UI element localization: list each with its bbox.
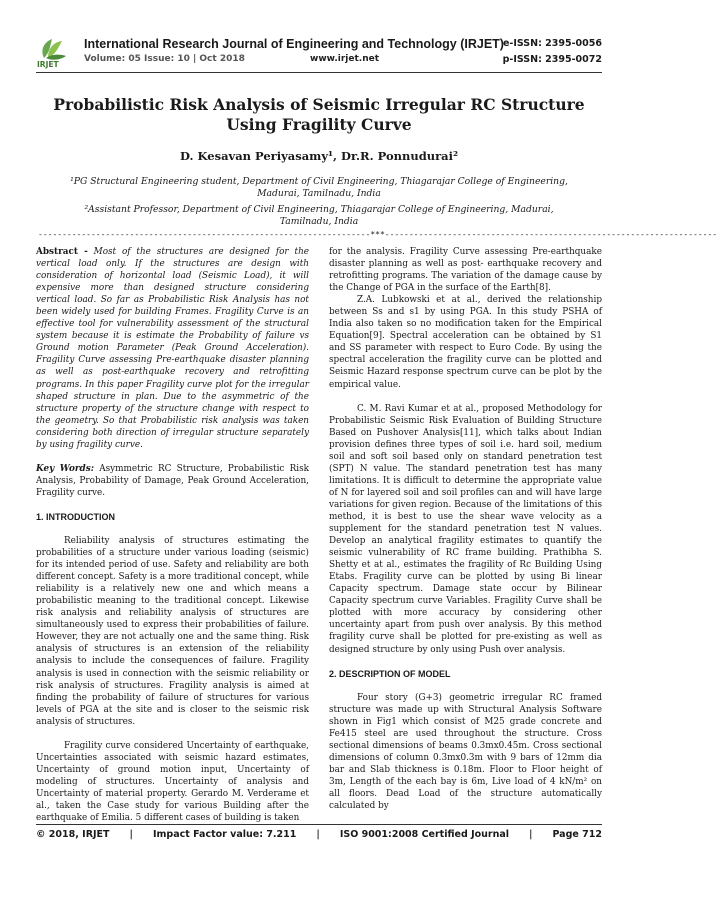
e-issn: e-ISSN: 2395-0056	[502, 38, 602, 49]
footer-iso: ISO 9001:2008 Certified Journal	[339, 829, 510, 840]
header-rule	[36, 72, 602, 73]
affiliation-1: ¹PG Structural Engineering student, Department of Civil Engineering, Thiagarajar College of Engineering, Madurai, Tamilnadu, India	[70, 176, 568, 199]
p-issn: p-ISSN: 2395-0072	[502, 54, 602, 65]
footer-rule	[36, 824, 602, 825]
continued-paragraph: for the analysis. Fragility Curve assessing Pre-earthquake disaster planning as well as post- earthquake recovery and retrofitting programs. The variation of the damage cause by the Change of PGA in the surface of the Earth[8].	[329, 247, 602, 294]
ravi-kumar-paragraph: C. M. Ravi Kumar et at al., proposed Methodology for Probabilistic Seismic Risk Evaluation of Building Structure Based on Pushover Analysis[11], which talks about Indian provision defines three types of soil i.e. hard soil, medium soil and soft soil based only on standard penetration test (SPT) N value. The standard penetration test has many limitations. It is difficult to determine the appropriate value of N for layered soil and soil profiles can and will have large variations for given region. Because of the limitations of this method, it is best to use the shear wave velocity as a supplement for the standard penetration test N values. Develop an analytical fragility estimates to quantify the seismic vulnerability of RC frame building. Prathibha S. Shetty et at al., estimates the fragility of Rc Building Using Etabs. Fragility curve can be plotted by using Bi linear Capacity spectrum. Damage state occur by Bilinear Capacity spectrum curve Variables. Fragility Curve shall be plotted with more accuracy by considering other uncertainty apart from push over analysis. By this method fragility curve shall be plotted for pre-existing as well as designed structure by only using Push over analysis.	[329, 403, 602, 655]
footer-separator: |	[129, 829, 133, 840]
model-description-paragraph: Four story (G+3) geometric irregular RC framed structure was made up with Structural Analysis Software shown in Fig1 which consist of M25 grade concrete and Fe415 steel are used throughout the structure. Cross sectional dimensions of beams 0.3mx0.45m. Cross sectional dimensions of column 0.3mx0.3m with 9 bars of 12mm dia bar and Slab thickness is 0.18m. Floor to Floor height of 3m, Length of the each bay is 6m, Live load of 4 kN/m² on all floors. Dead Load of the structure automatically calculated by	[329, 692, 602, 812]
abstract-label: Abstract -	[36, 247, 88, 257]
section-heading-introduction: 1. INTRODUCTION	[36, 511, 116, 522]
footer-copyright: © 2018, IRJET	[36, 829, 110, 840]
keywords-text: Asymmetric RC Structure, Probabilistic Risk Analysis, Probability of Damage, Peak Ground Acceleration, Fragility curve.	[36, 463, 309, 498]
page-footer	[36, 829, 602, 840]
footer-impact-factor: Impact Factor value: 7.211	[152, 829, 297, 840]
abstract	[36, 246, 309, 451]
lubkowski-paragraph: Z.A. Lubkowski et at al., derived the relationship between Ss and s1 by using PGA. In this study PSHA of India also taken so no modification taken for the Empirical Equation[9]. Spectral acceleration can be obtained by S1 and SS parameter with respect to Euro Code. By using the spectral acceleration the fragility curve can be plotted and Seismic Hazard response spectrum curve can be plot by the empirical value.	[329, 295, 602, 390]
journal-website[interactable]: www.irjet.net	[310, 54, 380, 64]
abstract-text: Most of the structures are designed for the vertical load only. If the structures are design with consideration of horizontal load (Seismic Load), it will expensive more than designed structure considering vertical load. So far as Probabilistic Risk Analysis has not been widely used for building Frames. Fragility Curve is an effective tool for vulnerability assessment of the structural system because it is estimate the Probability of failure vs Ground motion Parameter (Peak Ground Acceleration). Fragility Curve assessing Pre-earthquake disaster planning as well as post-earthquake recovery and retrofitting programs. In this paper Fragility curve plot for the irregular shaped structure in plan. Due to the asymmetric of the structure property of the structure change with respect to the geometry. So that Probabilistic risk analysis was taken considering both direction of irregular structure separately by using fragility curve.	[36, 247, 310, 450]
footer-separator: |	[316, 829, 320, 840]
intro-paragraph-1: Reliability analysis of structures estimating the probabilities of a structure under various loading (seismic) for its intended period of use. Safety and reliability are both different concept. Safety is a more traditional concept, while reliability is a relatively new one and which means a probabilistic meaning to the traditional concept. Likewise risk analysis and reliability analysis of structures are simultaneously used to express their probabilities of failure. However, they are not actually one and the same thing. Risk analysis of structures is an extension of the reliability analysis to include the consequences of failure. Fragility analysis is used in connection with the seismic reliability or risk analysis of structures. Fragility analysis is aimed at finding the probability of failure of structures for various levels of PGA at the site and is closer to the seismic risk analysis of structures.	[36, 535, 309, 727]
footer-separator: |	[529, 829, 533, 840]
footer-page-number: Page 712	[552, 829, 602, 840]
left-column	[36, 246, 309, 824]
paper-authors: D. Kesavan Periyasamy¹, Dr.R. Ponnudurai²	[179, 149, 459, 163]
right-column	[329, 246, 602, 812]
paper-title: Probabilistic Risk Analysis of Seismic Irregular RC Structure Using Fragility Curve	[53, 95, 585, 134]
journal-title: International Research Journal of Engineering and Technology (IRJET)	[84, 37, 504, 51]
volume-info: Volume: 05 Issue: 10 | Oct 2018	[84, 54, 245, 64]
keywords	[36, 463, 309, 499]
section-heading-model: 2. DESCRIPTION OF MODEL	[329, 668, 451, 679]
leaf-logo-icon	[36, 36, 70, 68]
logo-text: IRJET	[37, 60, 59, 69]
affiliation-2: ²Assistant Professor, Department of Civil Engineering, Thiagarajar College of Engineering, Madurai, Tamilnadu, India	[84, 204, 554, 227]
keywords-label: Key Words:	[36, 463, 94, 474]
intro-paragraph-2: Fragility curve considered Uncertainty of earthquake, Uncertainties associated with seismic hazard estimates, Uncertainty of ground motion input, Uncertainty of modeling of structures. Uncertainty of analysis and Uncertainty of material property. Gerardo M. Verderame et al., taken the Case study for various Building after the earthquake of Emilia. 5 different cases of building is taken	[36, 740, 309, 824]
section-divider: ---------------------------------------------------------------------***---------------------------------------------------------------------	[38, 230, 717, 239]
journal-header	[36, 36, 602, 68]
